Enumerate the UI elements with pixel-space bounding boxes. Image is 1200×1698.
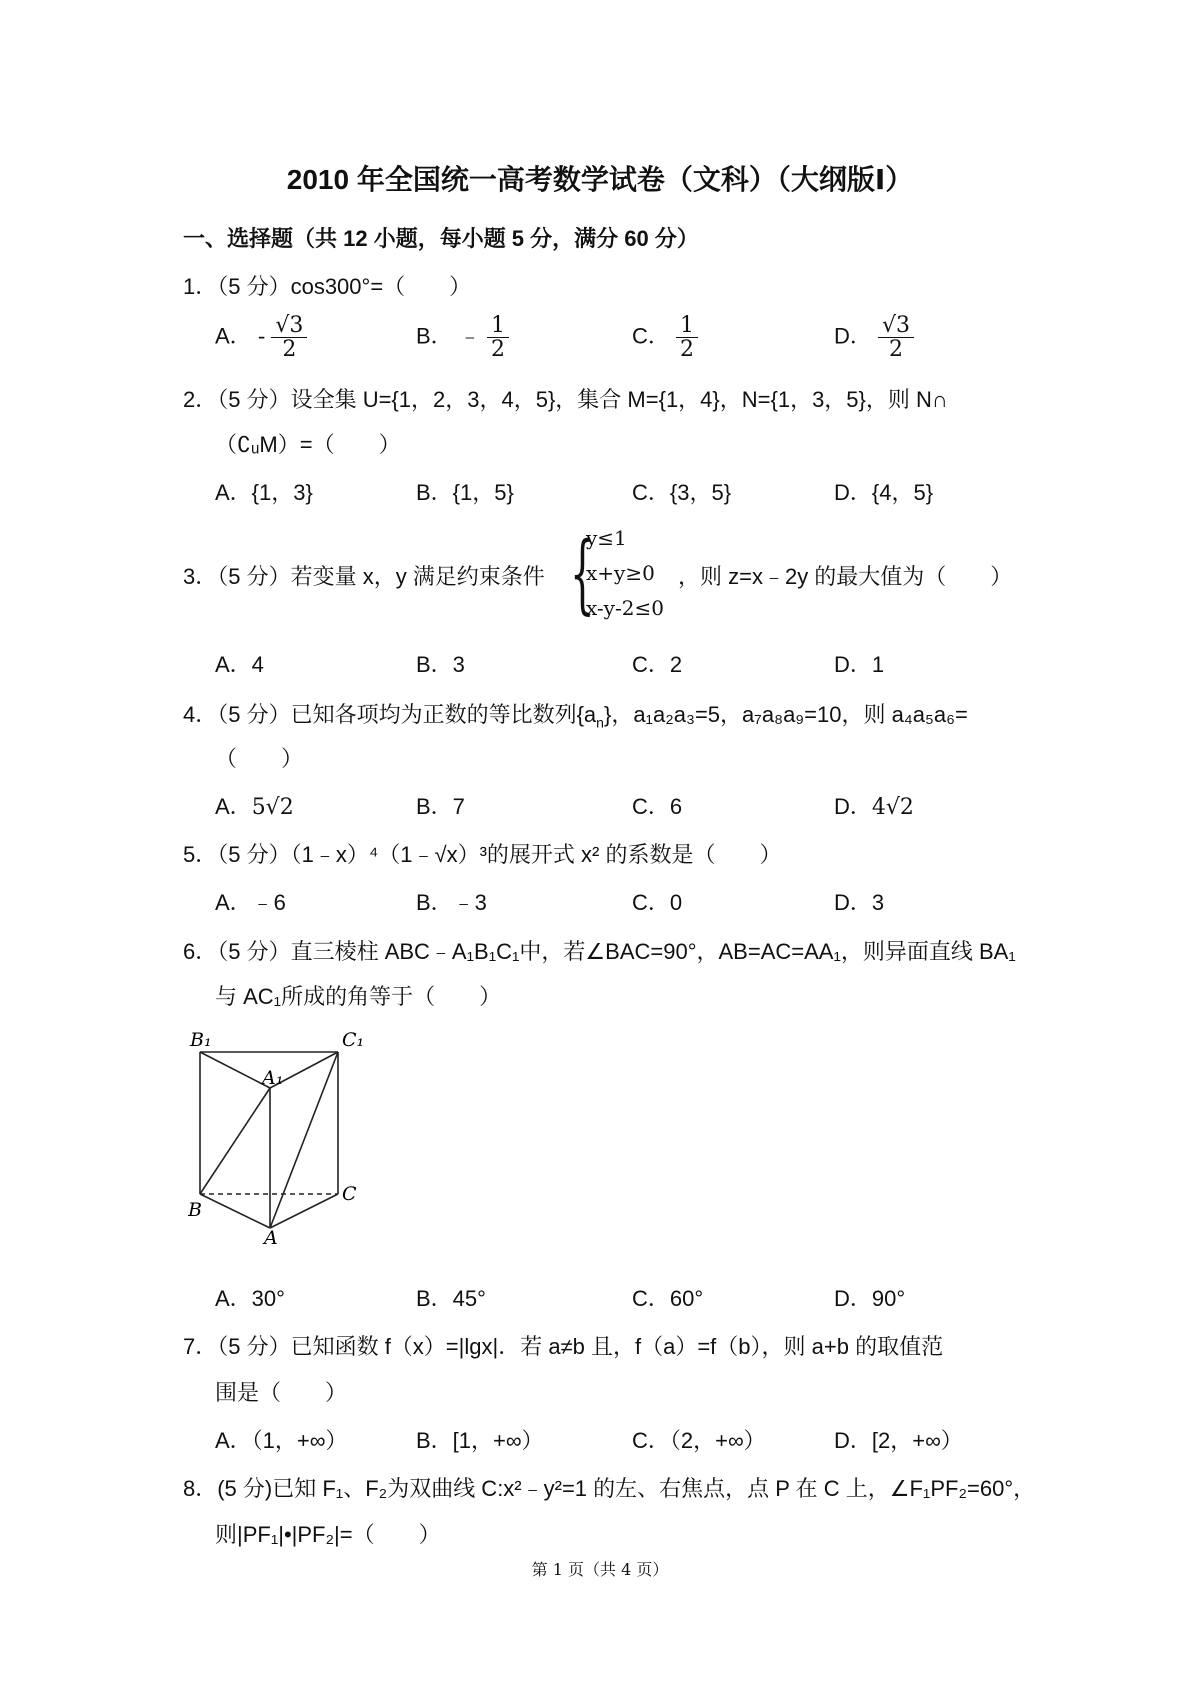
q1-option-a: A． - $\frac{√3}{2}$ bbox=[215, 314, 307, 361]
prism-figure bbox=[188, 1030, 368, 1246]
question-2-line1: 2．（5 分）设全集 U={1，2，3，4，5}，集合 M={1，4}，N={1，3，5}，则 N∩ bbox=[183, 387, 948, 412]
section-heading: 一、选择题（共 12 小题，每小题 5 分，满分 60 分） bbox=[183, 226, 699, 251]
question-3-stem-post: ，则 z=x﹣2y 的最大值为（ ） bbox=[678, 564, 1013, 589]
q7-option-c: C．（2，+∞） bbox=[632, 1428, 766, 1453]
q3-option-b: B．3 bbox=[416, 652, 465, 677]
q2-option-b: B．{1，5} bbox=[416, 480, 514, 505]
q3-option-c: C．2 bbox=[632, 652, 683, 677]
q1-option-b: B． ﹣ $\frac{1}{2}$ bbox=[416, 314, 509, 361]
q5-option-b: B．﹣3 bbox=[416, 890, 487, 915]
label-c1: C₁ bbox=[342, 1030, 365, 1051]
question-4-line2: （ ） bbox=[215, 746, 304, 771]
question-3-stem-pre: 3．（5 分）若变量 x，y 满足约束条件 bbox=[183, 564, 545, 589]
q6-option-c: C．60° bbox=[632, 1286, 704, 1311]
q1-option-c: C． $\frac{1}{2}$ bbox=[632, 314, 698, 361]
q4-option-d: D．4√2 bbox=[834, 794, 914, 820]
q3-option-a: A．4 bbox=[215, 652, 264, 677]
question-6-line2: 与 AC₁所成的角等于（ ） bbox=[215, 984, 502, 1009]
edge-b1a1 bbox=[200, 1052, 270, 1088]
q3-option-d: D．1 bbox=[834, 652, 885, 677]
label-b1: B₁ bbox=[190, 1030, 212, 1051]
q6-option-b: B．45° bbox=[416, 1286, 486, 1311]
question-8-line2: 则|PF₁|•|PF₂|=（ ） bbox=[215, 1522, 441, 1547]
q6-option-a: A．30° bbox=[215, 1286, 285, 1311]
q5-option-d: D．3 bbox=[834, 890, 885, 915]
q5-option-c: C．0 bbox=[632, 890, 683, 915]
question-4-line1: 4．（5 分）已知各项均为正数的等比数列$\{a_n\}$，a₁a₂a₃=5，a₇a₈a₉=10，则 a₄a₅a₆= bbox=[183, 702, 968, 731]
q7-option-a: A．（1，+∞） bbox=[215, 1428, 348, 1453]
segment-ba1 bbox=[200, 1088, 270, 1194]
question-6-line1: 6．（5 分）直三棱柱 ABC﹣A₁B₁C₁中，若∠BAC=90°，AB=AC=AA₁，则异面直线 BA₁ bbox=[183, 939, 1016, 964]
question-8-line1: 8．(5 分)已知 F₁、F₂为双曲线 C:x²﹣y²=1 的左、右焦点，点 P 在 C 上，∠F₁PF₂=60°， bbox=[183, 1476, 1036, 1501]
q2-option-d: D．{4，5} bbox=[834, 480, 934, 505]
q6-option-d: D．90° bbox=[834, 1286, 906, 1311]
q1-option-d: D． $\frac{√3}{2}$ bbox=[834, 314, 914, 361]
q4-option-b: B．7 bbox=[416, 794, 465, 819]
label-b: B bbox=[188, 1199, 202, 1221]
q7-option-d: D．[2，+∞） bbox=[834, 1428, 963, 1453]
edge-ba bbox=[200, 1194, 270, 1228]
question-7-line2: 围是（ ） bbox=[215, 1380, 348, 1405]
constraint-system bbox=[570, 524, 690, 624]
q5-option-a: A．﹣6 bbox=[215, 890, 286, 915]
question-7-line1: 7．（5 分）已知函数 f（x）=|lgx|．若 a≠b 且，f（a）=f（b），则 a+b 的取值范 bbox=[183, 1334, 944, 1359]
q2-option-c: C．{3，5} bbox=[632, 480, 732, 505]
label-a: A bbox=[264, 1227, 278, 1246]
label-c: C bbox=[342, 1183, 357, 1205]
q2-option-a: A．{1，3} bbox=[215, 480, 313, 505]
left-brace-icon: { bbox=[570, 524, 595, 624]
label-a1: A₁ bbox=[262, 1067, 284, 1089]
question-2-line2: （∁ᵤM）=（ ） bbox=[215, 432, 401, 457]
question-5-stem: 5．（5 分）（1﹣x）⁴（1﹣√x）³的展开式 x² 的系数是（ ） bbox=[183, 842, 782, 867]
constraint-2: x+y≥0 bbox=[586, 561, 655, 585]
edge-ac bbox=[270, 1194, 338, 1228]
constraint-1: y≤1 bbox=[586, 526, 627, 550]
constraint-3: x-y-2≤0 bbox=[586, 596, 664, 620]
question-1-stem: 1．（5 分）cos300°=（ ） bbox=[183, 274, 472, 299]
q4-option-a: A．5√2 bbox=[215, 794, 294, 820]
page-footer: 第 1 页（共 4 页） bbox=[531, 1560, 669, 1579]
q4-option-c: C．6 bbox=[632, 794, 683, 819]
q7-option-b: B．[1，+∞） bbox=[416, 1428, 544, 1453]
exam-title: 2010 年全国统一高考数学试卷（文科）（大纲版Ⅰ） bbox=[286, 164, 914, 195]
